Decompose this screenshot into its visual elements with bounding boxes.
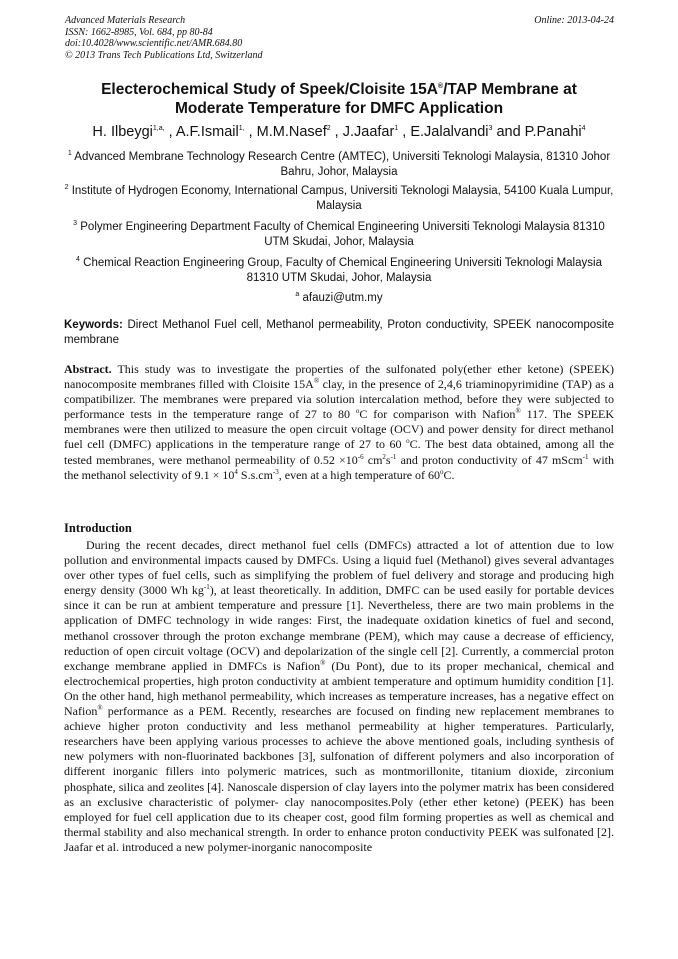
abstract-label: Abstract. xyxy=(64,362,112,376)
author-affiliation-mark: 1, xyxy=(238,125,245,133)
affiliation-4 xyxy=(64,256,614,285)
affiliation-3 xyxy=(64,220,614,249)
title-line1-end: /TAP Membrane at xyxy=(443,81,577,98)
abstract-sup: -1 xyxy=(582,452,589,461)
author-name: E.Jalalvandi xyxy=(410,124,489,140)
author-separator: , xyxy=(398,124,411,140)
title-line1: Electerochemical Study of Speek/Cloisite 15A xyxy=(101,81,438,98)
email-address: afauzi@utm.my xyxy=(302,292,383,304)
abstract-sup: ® xyxy=(515,407,521,416)
keywords-text: Direct Methanol Fuel cell, Methanol permeability, Proton conductivity, SPEEK nanocomposite membrane xyxy=(64,319,615,346)
title-line2: Moderate Temperature for DMFC Application xyxy=(174,100,504,117)
affiliation-number: 2 xyxy=(64,184,69,192)
author-separator: , xyxy=(164,124,176,140)
intro-text: performance as a PEM. Recently, researches are focused on finding new replacement membranes to achieve higher proton conductivity and less methanol permeability at higher temperatures. Particularly, researchers have been applying various processes to achieve the above mentioned goals, including synthesis of new polymers with non-fluorinated backbones [3], sulfonation of different polymers and also incorporation of different inorganic fillers into polymeric matrices, such as montmorillonite, titanium dioxide, zirconium phosphate, silica and zeolites [4]. Nanoscale dispersion of clay layers into the polymer matrix has been considered as an exclusive characteristic of polymer- clay nanocomposites.Poly (ether ether ketone) (PEEK) has been employed for fuel cell application due to its cheaper cost, good film forming properties as well as chemical and thermal stability and also mechanical strength. In order to enhance proton conductivity PEEK was sulfonated [2]. Jaafar et al. introduced a new polymer-inorganic nanocomposite xyxy=(64,704,614,854)
journal-name: Advanced Materials Research xyxy=(65,15,186,26)
intro-text: During the recent decades, direct methanol fuel cells (DMFCs) attracted a lot of attention due to low pollution and environmental impacts caused by DMFCs. Using a liquid fuel (Methanol) gives several advantages over other types of fuel cells, such as simplifying the problem of fuel delivery and storage and producing high energy density (3000 Wh kg xyxy=(64,538,614,598)
abstract-sup: o xyxy=(355,407,360,416)
email-mark: a xyxy=(295,291,300,299)
abstract-text: C for comparison with Nafion xyxy=(359,407,516,422)
affiliation-text: Advanced Membrane Technology Research Centre (AMTEC), Universiti Teknologi Malaysia, 81310 Johor Bahru, Johor, Malaysia xyxy=(74,151,611,178)
author-separator: and xyxy=(492,124,525,140)
affiliation-text: Institute of Hydrogen Economy, International Campus, Universiti Teknologi Malaysia, 54100 Kuala Lumpur, Malaysia xyxy=(71,185,614,212)
abstract-sup: -1 xyxy=(390,452,397,461)
online-date: Online: 2013-04-24 xyxy=(534,15,614,26)
journal-doi: doi:10.4028/www.scientific.net/AMR.684.80 xyxy=(65,38,243,49)
abstract-text: clay, in the presence of 2,4,6 triaminopyrimidine (TAP) as a compatibilizer. The membranes were prepared via solution intercalation method, before they were subjected to performance tests in the temperature range of 27 to 80 xyxy=(64,377,615,422)
intro-sup: ® xyxy=(320,658,326,667)
intro-sup: -1 xyxy=(203,583,210,592)
affiliation-2 xyxy=(64,184,614,213)
author-separator: , xyxy=(244,124,257,140)
title-registered-mark: ® xyxy=(437,82,444,90)
affiliation-1 xyxy=(64,150,614,179)
keywords xyxy=(64,318,614,347)
abstract-sup: -3 xyxy=(272,467,279,476)
author-name: J.Jaafar xyxy=(342,124,395,140)
author-list xyxy=(60,124,618,140)
author-affiliation-mark: 4 xyxy=(581,125,586,133)
journal-issn: ISSN: 1662-8985, Vol. 684, pp 80-84 xyxy=(65,26,213,38)
abstract-text: with the methanol selectivity of 9.1 × 10 xyxy=(64,452,614,482)
abstract-sup: o xyxy=(440,467,444,476)
abstract-text: S.s.cm xyxy=(237,467,273,482)
abstract-sup: 4 xyxy=(234,467,238,476)
author-affiliation-mark: 3 xyxy=(488,125,493,133)
abstract-text: 117. The SPEEK membranes were then utilized to measure the open circuit voltage (OCV) and power density for direct methanol fuel cell (DMFC) applications in the temperature range of 27 to 60 xyxy=(64,407,615,452)
abstract-text: s xyxy=(385,452,391,467)
corresponding-email xyxy=(60,292,618,304)
author-name: A.F.Ismail xyxy=(175,124,239,140)
abstract-text: cm xyxy=(363,452,383,467)
abstract-text: , even at a high temperature of 60 xyxy=(278,467,441,482)
affiliation-text: Chemical Reaction Engineering Group, Faculty of Chemical Engineering Universiti Teknologi Malaysia 81310 UTM Skudai, Johor, Malaysia xyxy=(83,257,602,284)
affiliation-text: Polymer Engineering Department Faculty of Chemical Engineering Universiti Teknologi Malaysia 81310 UTM Skudai, Johor, Malaysia xyxy=(80,221,605,248)
author-affiliation-mark: 1 xyxy=(394,125,399,133)
abstract-sup: o xyxy=(406,437,410,446)
abstract-text: This study was to investigate the properties of the sulfonated poly(ether ether ketone) (SPEEK) nanocomposite membranes filled with Cloisite 15A xyxy=(64,362,614,392)
author-affiliation-mark: 1,a, xyxy=(152,125,165,133)
intro-text: ), at least theoretically. In addition, DMFC can be used easily for portable devices since it can be run at ambient temperature and pressure [1]. Nevertheless, there are two main problems in the application of DMFC technology in wide ranges: First, the inadequate oxidation kinetics of fuel and second, methanol crossover through the proton exchange membrane (PEM), which may cause a decrease of efficiency, reduction of open circuit voltage (OCV) and depolarization of the single cell [2]. Currently, a commercial proton exchange membrane applied in DMFCs is Nafion xyxy=(64,583,614,673)
author-name: P.Panahi xyxy=(524,124,582,140)
abstract xyxy=(64,362,614,483)
section-heading-introduction: Introduction xyxy=(64,521,132,535)
intro-sup: ® xyxy=(97,704,103,713)
abstract-text: C. xyxy=(443,467,455,482)
intro-text: (Du Pont), due to its proper mechanical, chemical and electrochemical properties, high proton conductivity at ambient temperature and optimum humidity condition [1]. On the other hand, high methanol permeability, which increases as temperature increases, has a negative effect on Nafion xyxy=(64,658,614,719)
abstract-text: C. The best data obtained, among all the tested membranes, were methanol permeability of 0.52 ×10 xyxy=(64,437,614,467)
author-affiliation-mark: 2 xyxy=(326,125,331,133)
journal-header xyxy=(65,15,263,61)
author-name: H. Ilbeygi xyxy=(92,124,153,140)
abstract-sup: -6 xyxy=(357,452,364,461)
author-name: M.M.Nasef xyxy=(256,124,327,140)
introduction-body xyxy=(64,538,614,855)
abstract-sup: ® xyxy=(313,377,320,386)
affiliation-number: 1 xyxy=(67,150,72,158)
paper-title xyxy=(60,80,618,118)
keywords-label: Keywords: xyxy=(64,319,123,331)
abstract-text: and proton conductivity of 47 mScm xyxy=(396,452,583,467)
abstract-sup: 2 xyxy=(382,452,386,461)
journal-copyright: © 2013 Trans Tech Publications Ltd, Switzerland xyxy=(65,49,263,61)
affiliation-number: 3 xyxy=(73,220,78,228)
affiliation-number: 4 xyxy=(76,256,80,264)
author-separator: , xyxy=(330,124,343,140)
